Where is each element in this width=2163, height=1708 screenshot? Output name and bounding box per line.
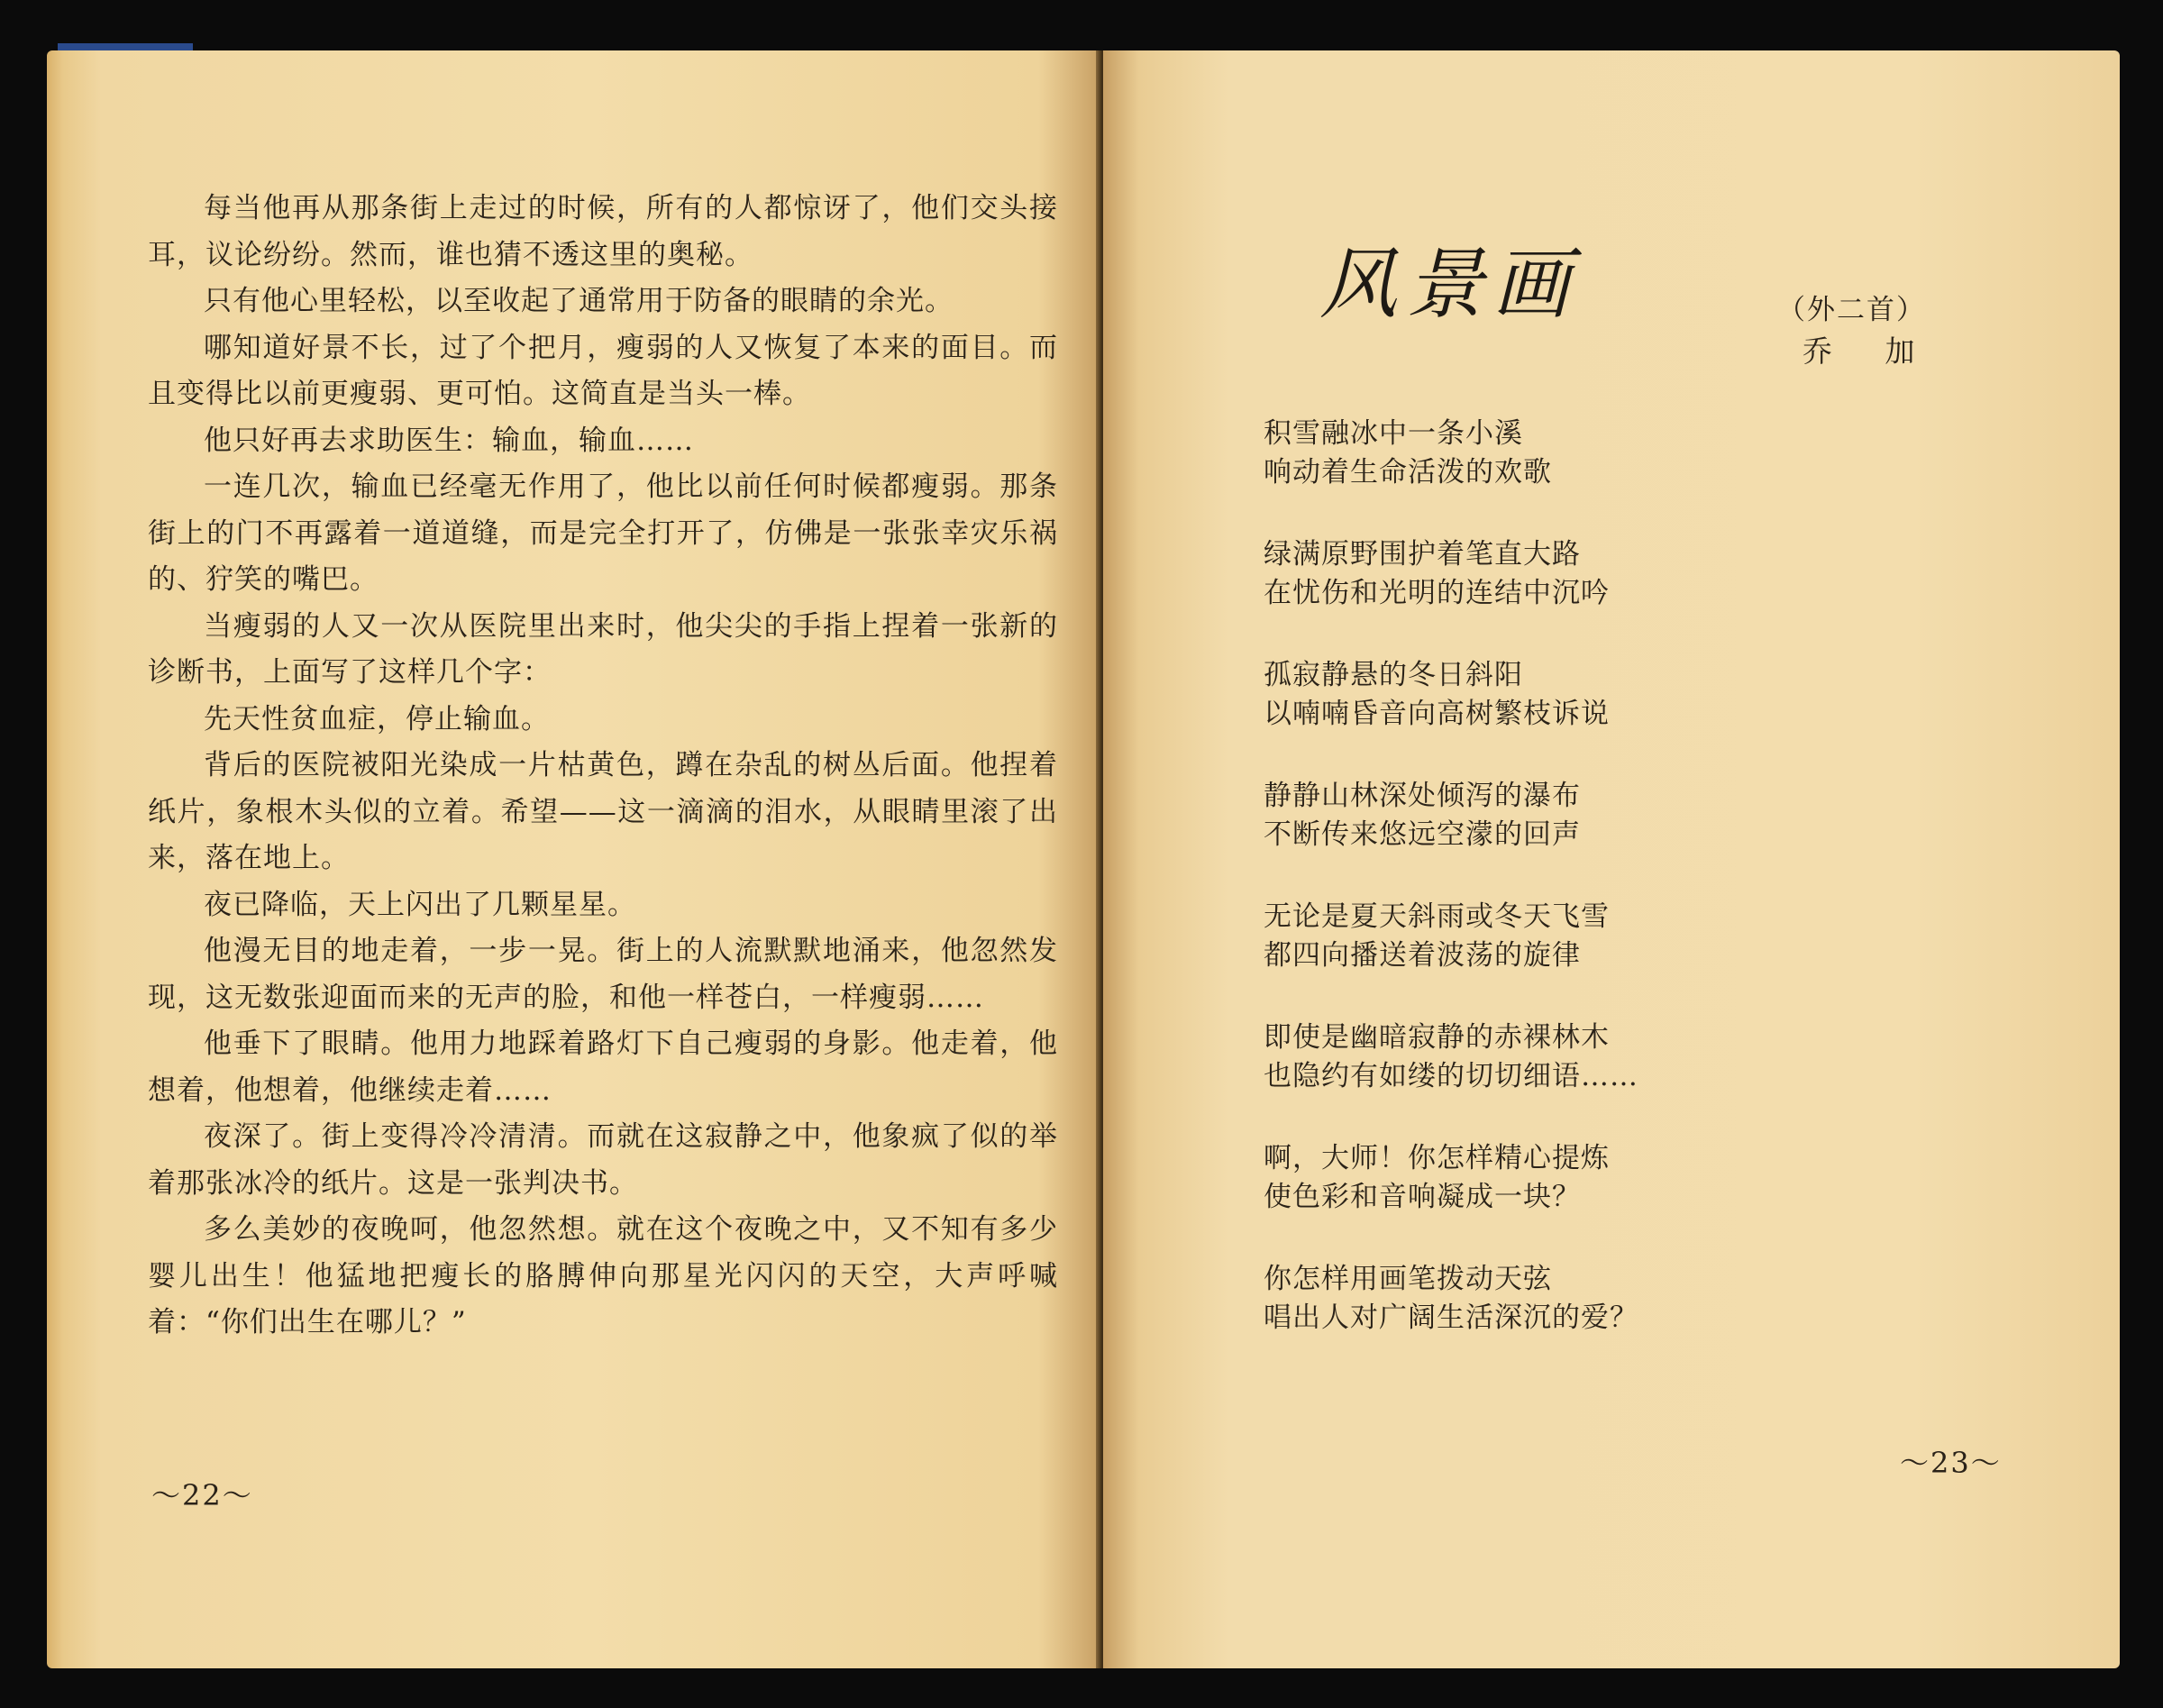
stanza xyxy=(1264,898,1768,975)
poem-line: 啊，大师！你怎样精心提炼 xyxy=(1264,1142,1610,1174)
paragraph: 背后的医院被阳光染成一片枯黄色，蹲在杂乱的树丛后面。他捏着纸片，象根木头似的立着。希望——这一滴滴的泪水，从眼睛里滚了出来，落在地上。 xyxy=(148,749,1058,874)
prose-body xyxy=(148,186,1058,1347)
page-number-right: ～23～ xyxy=(1900,1446,2002,1480)
poem-line: 无论是夏天斜雨或冬天飞雪 xyxy=(1264,900,1610,933)
poem-author: 乔 加 xyxy=(1802,333,1937,369)
paragraph: 每当他再从那条街上走过的时候，所有的人都惊讶了，他们交头接耳，议论纷纷。然而，谁也猜不透这里的奥秘。 xyxy=(148,192,1058,271)
poem-line: 不断传来悠远空濛的回声 xyxy=(1264,818,1581,851)
stanza xyxy=(1264,656,1768,734)
poem-line: 在忧伤和光明的连结中沉吟 xyxy=(1264,577,1610,609)
stanza xyxy=(1264,1260,1768,1338)
poem-line: 都四向播送着波荡的旋律 xyxy=(1264,939,1581,972)
poem-line: 孤寂静悬的冬日斜阳 xyxy=(1264,659,1523,691)
poem-line: 使色彩和音响凝成一块？ xyxy=(1264,1181,1581,1213)
paragraph: 哪知道好景不长，过了个把月，瘦弱的人又恢复了本来的面目。而且变得比以前更瘦弱、更可怕。这简直是当头一棒。 xyxy=(148,331,1058,410)
paragraph: 先天性贫血症，停止输血。 xyxy=(204,702,550,735)
paragraph: 一连几次，输血已经毫无作用了，他比以前任何时候都瘦弱。那条街上的门不再露着一道道缝，而是完全打开了，仿佛是一张张幸灾乐祸的、狞笑的嘴巴。 xyxy=(148,470,1058,596)
paragraph: 他只好再去求助医生：输血，输血…… xyxy=(204,424,694,457)
poem-body xyxy=(1264,415,1768,1381)
left-page xyxy=(47,50,1100,1668)
poem-line: 即使是幽暗寂静的赤裸林木 xyxy=(1264,1021,1610,1054)
poem-line: 响动着生命活泼的欢歌 xyxy=(1264,456,1552,489)
paragraph: 他漫无目的地走着，一步一晃。街上的人流默默地涌来，他忽然发现，这无数张迎面而来的无声的脸，和他一样苍白，一样瘦弱…… xyxy=(148,935,1058,1014)
poem-line: 也隐约有如缕的切切细语…… xyxy=(1264,1060,1638,1092)
poem-line: 积雪融冰中一条小溪 xyxy=(1264,417,1523,450)
stanza xyxy=(1264,415,1768,492)
paragraph: 当瘦弱的人又一次从医院里出来时，他尖尖的手指上捏着一张新的诊断书，上面写了这样几个字： xyxy=(148,609,1058,689)
stanza xyxy=(1264,1139,1768,1217)
stanza xyxy=(1264,777,1768,854)
poem-line: 唱出人对广阔生活深沉的爱？ xyxy=(1264,1302,1638,1334)
poem-line: 绿满原野围护着笔直大路 xyxy=(1264,538,1581,571)
paragraph: 只有他心里轻松，以至收起了通常用于防备的眼睛的余光。 xyxy=(204,285,954,317)
poem-title: 风景画 xyxy=(1319,240,1579,330)
poem-line: 你怎样用画笔拨动天弦 xyxy=(1264,1263,1552,1295)
poem-line: 静静山林深处倾泻的瀑布 xyxy=(1264,780,1581,812)
poem-subtitle: （外二首） xyxy=(1777,294,1926,326)
paragraph: 夜已降临，天上闪出了几颗星星。 xyxy=(204,888,636,921)
paragraph: 他垂下了眼睛。他用力地踩着路灯下自己瘦弱的身影。他走着，他想着，他想着，他继续走着…… xyxy=(148,1028,1058,1107)
paragraph: 夜深了。街上变得冷冷清清。而就在这寂静之中，他象疯了似的举着那张冰冷的纸片。这是一张判决书。 xyxy=(148,1120,1058,1200)
stanza xyxy=(1264,1018,1768,1096)
poem-line: 以喃喃昏音向高树繁枝诉说 xyxy=(1264,698,1610,730)
page-number-left: ～22～ xyxy=(151,1478,253,1512)
stanza xyxy=(1264,535,1768,613)
paragraph: 多么美妙的夜晚呵，他忽然想。就在这个夜晚之中，又不知有多少婴儿出生！他猛地把瘦长的胳膊伸向那星光闪闪的天空，大声呼喊着：“你们出生在哪儿？” xyxy=(148,1213,1058,1338)
